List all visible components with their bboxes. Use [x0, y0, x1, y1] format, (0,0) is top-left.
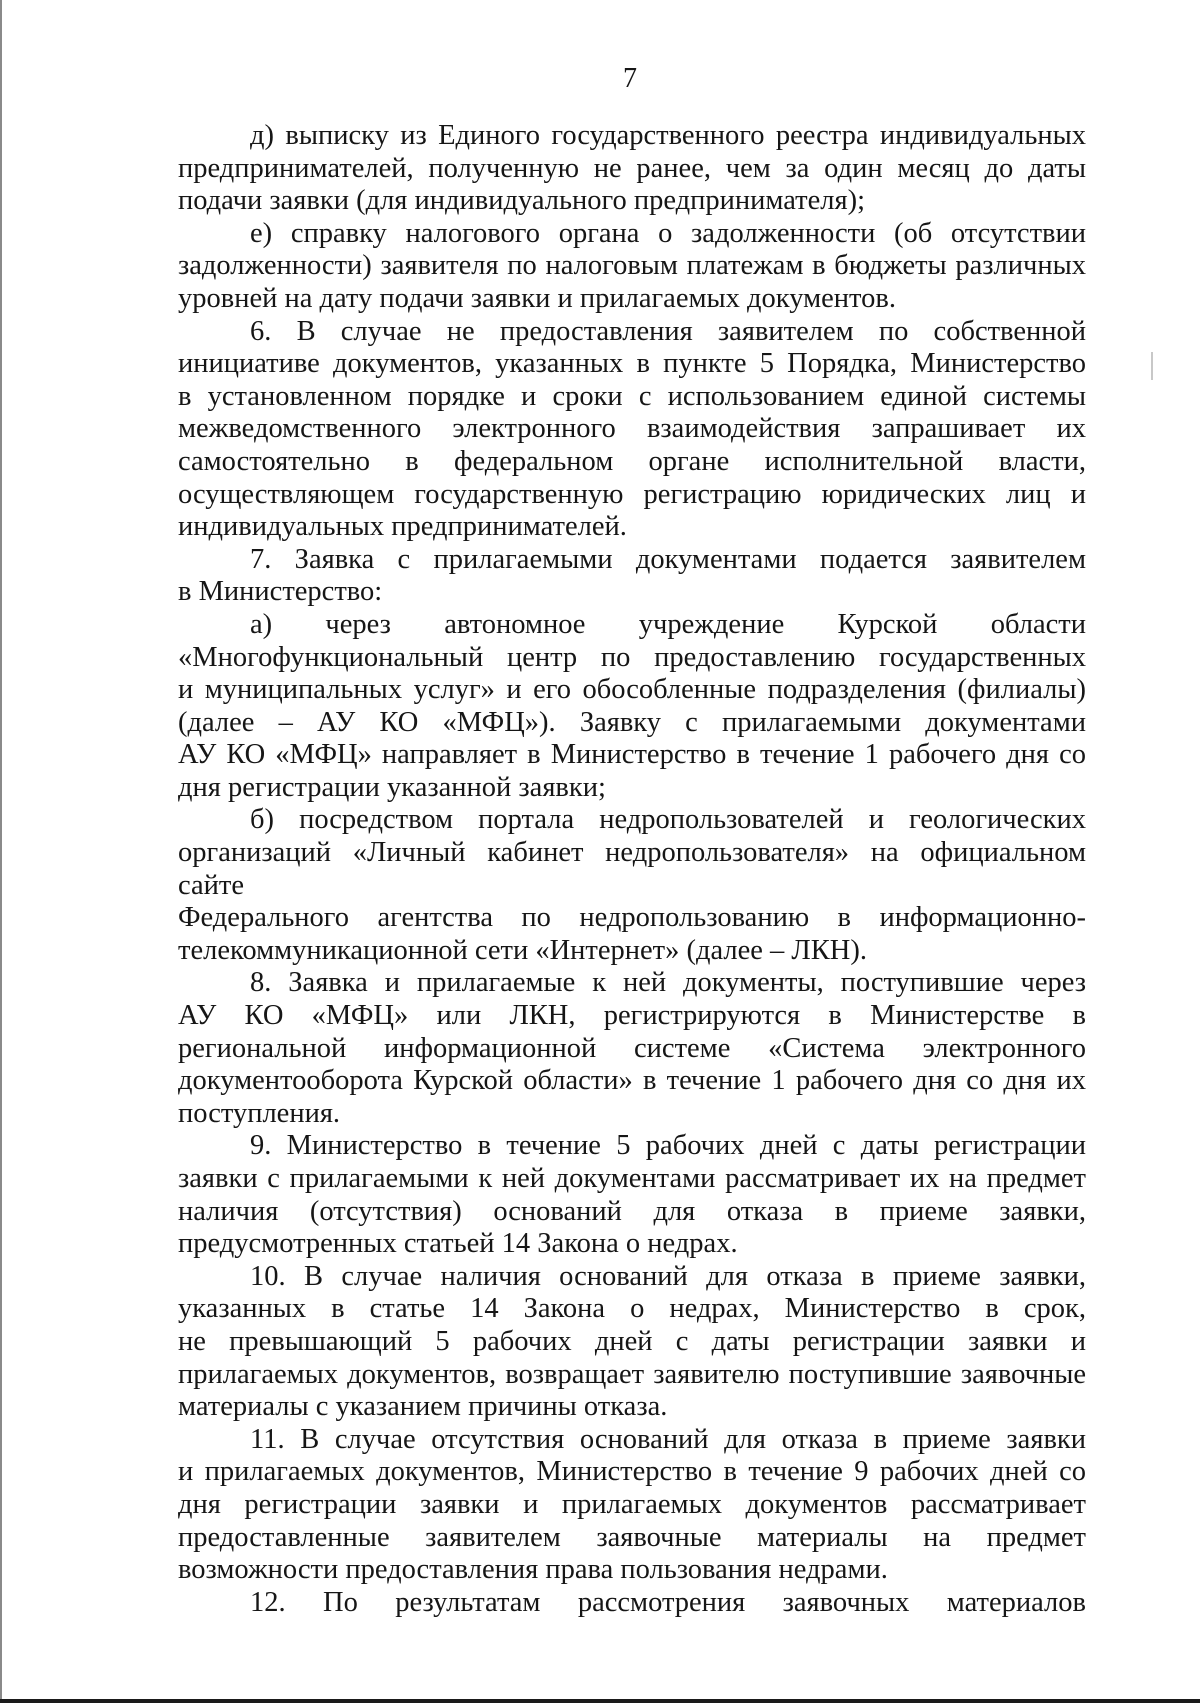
document-line [178, 1065, 1086, 1098]
document-line [178, 153, 1086, 186]
line-text: 10. В случае наличия оснований для отказа в приеме заявки, [250, 1260, 1086, 1292]
document-line [178, 1489, 1086, 1522]
scan-border-left [0, 0, 2, 1703]
line-text: документооборота Курской области» в течение 1 рабочего дня со дня их [178, 1065, 1086, 1097]
line-text: региональной информационной системе «Система электронного [178, 1032, 1086, 1064]
document-line [178, 902, 1086, 935]
line-text: дня регистрации указанной заявки; [178, 771, 606, 803]
line-text: предусмотренных статьей 14 Закона о недрах. [178, 1228, 738, 1260]
document-line [178, 935, 1086, 968]
line-text: межведомственного электронного взаимодействия запрашивает их [178, 413, 1086, 445]
document-line [178, 804, 1086, 837]
line-text: инициативе документов, указанных в пункте 5 Порядка, Министерство [178, 348, 1086, 380]
document-line [178, 739, 1086, 772]
line-text: д) выписку из Единого государственного реестра индивидуальных [250, 120, 1086, 151]
line-text: указанных в статье 14 Закона о недрах, Министерство в срок, [178, 1293, 1086, 1325]
document-line [178, 1587, 1086, 1620]
line-text: и прилагаемых документов, Министерство в течение 9 рабочих дней со [178, 1456, 1086, 1488]
line-text: АУ КО «МФЦ» направляет в Министерство в течение 1 рабочего дня со [178, 739, 1086, 771]
document-line [178, 185, 1086, 218]
document-line [178, 283, 1086, 316]
document-line [178, 1326, 1086, 1359]
line-text: 9. Министерство в течение 5 рабочих дней с даты регистрации [250, 1130, 1086, 1162]
document-line [178, 1261, 1086, 1294]
document-line [178, 316, 1086, 349]
document-line [178, 1228, 1086, 1261]
document-line [178, 837, 1086, 902]
document-line [178, 413, 1086, 446]
line-text: осуществляющем государственную регистрацию юридических лиц и [178, 478, 1086, 510]
document-line [178, 1456, 1086, 1489]
document-line [178, 1130, 1086, 1163]
document-line [178, 348, 1086, 381]
line-text: АУ КО «МФЦ» или ЛКН, регистрируются в Министерстве в [178, 1000, 1086, 1032]
line-text: е) справку налогового органа о задолженности (об отсутствии [250, 217, 1086, 249]
line-text: (далее – АУ КО «МФЦ»). Заявку с прилагаемыми документами [178, 706, 1086, 738]
document-line [178, 1163, 1086, 1196]
line-text: заявки с прилагаемыми к ней документами рассматривает их на предмет [178, 1163, 1086, 1194]
line-text: 6. В случае не предоставления заявителем по собственной [250, 315, 1086, 347]
line-text: поступления. [178, 1097, 341, 1129]
line-text: в Министерство: [178, 576, 383, 608]
line-text: 11. В случае отсутствия оснований для отказа в приеме заявки [250, 1423, 1086, 1455]
line-text: уровней на дату подачи заявки и прилагаемых документов. [178, 282, 896, 314]
line-text: материалы с указанием причины отказа. [178, 1391, 668, 1423]
line-text: прилагаемых документов, возвращает заявителю поступившие заявочные [178, 1358, 1086, 1390]
line-text: дня регистрации заявки и прилагаемых документов рассматривает [178, 1488, 1086, 1520]
document-line [178, 1000, 1086, 1033]
document-line [178, 1293, 1086, 1326]
line-text: подачи заявки (для индивидуального предпринимателя); [178, 185, 865, 217]
document-line [178, 381, 1086, 414]
document-line [178, 1359, 1086, 1392]
document-line [178, 120, 1086, 153]
line-text: предпринимателей, полученную не ранее, чем за один месяц до даты [178, 152, 1086, 184]
line-text: возможности предоставления права пользования недрами. [178, 1554, 888, 1586]
document-line [178, 772, 1086, 805]
line-text: организаций «Личный кабинет недропользователя» на официальном сайте [178, 837, 1086, 901]
document-line [178, 1196, 1086, 1229]
document-line [178, 250, 1086, 283]
document-line [178, 544, 1086, 577]
document-line [178, 1424, 1086, 1457]
line-text: 12. По результатам рассмотрения заявочных материалов [250, 1586, 1086, 1618]
line-text: предоставленные заявителем заявочные материалы на предмет [178, 1521, 1086, 1553]
line-text: в установленном порядке и сроки с использованием единой системы [178, 380, 1086, 412]
document-line [178, 1033, 1086, 1066]
scan-border-bottom [0, 1699, 1200, 1703]
document-line [178, 967, 1086, 1000]
line-text: «Многофункциональный центр по предоставлению государственных [178, 641, 1086, 673]
document-line [178, 218, 1086, 251]
line-text: а) через автономное учреждение Курской области [250, 608, 1086, 640]
line-text: не превышающий 5 рабочих дней с даты регистрации заявки и [178, 1325, 1086, 1357]
document-line [178, 609, 1086, 642]
document-line [178, 642, 1086, 675]
line-text: индивидуальных предпринимателей. [178, 511, 627, 543]
page-number: 7 [623, 63, 637, 94]
line-text: б) посредством портала недропользователей и геологических [250, 804, 1086, 836]
line-text: самостоятельно в федеральном органе исполнительной власти, [178, 445, 1086, 477]
line-text: задолженности) заявителя по налоговым платежам в бюджеты различных [178, 250, 1086, 282]
document-line [178, 479, 1086, 512]
line-text: 8. Заявка и прилагаемые к ней документы, поступившие через [250, 967, 1086, 999]
line-text: Федерального агентства по недропользованию в информационно- [178, 902, 1086, 934]
document-body [178, 120, 1086, 1619]
line-text: 7. Заявка с прилагаемыми документами подается заявителем [250, 543, 1086, 575]
document-line [178, 1391, 1086, 1424]
line-text: наличия (отсутствия) оснований для отказа в приеме заявки, [178, 1195, 1086, 1227]
document-line [178, 1522, 1086, 1555]
document-line [178, 707, 1086, 740]
document-line [178, 674, 1086, 707]
line-text: и муниципальных услуг» и его обособленные подразделения (филиалы) [178, 674, 1086, 706]
document-line [178, 1098, 1086, 1131]
document-line [178, 446, 1086, 479]
scan-artifact [1151, 352, 1153, 380]
document-line [178, 576, 1086, 609]
document-line [178, 511, 1086, 544]
line-text: телекоммуникационной сети «Интернет» (далее – ЛКН). [178, 934, 867, 966]
document-line [178, 1554, 1086, 1587]
